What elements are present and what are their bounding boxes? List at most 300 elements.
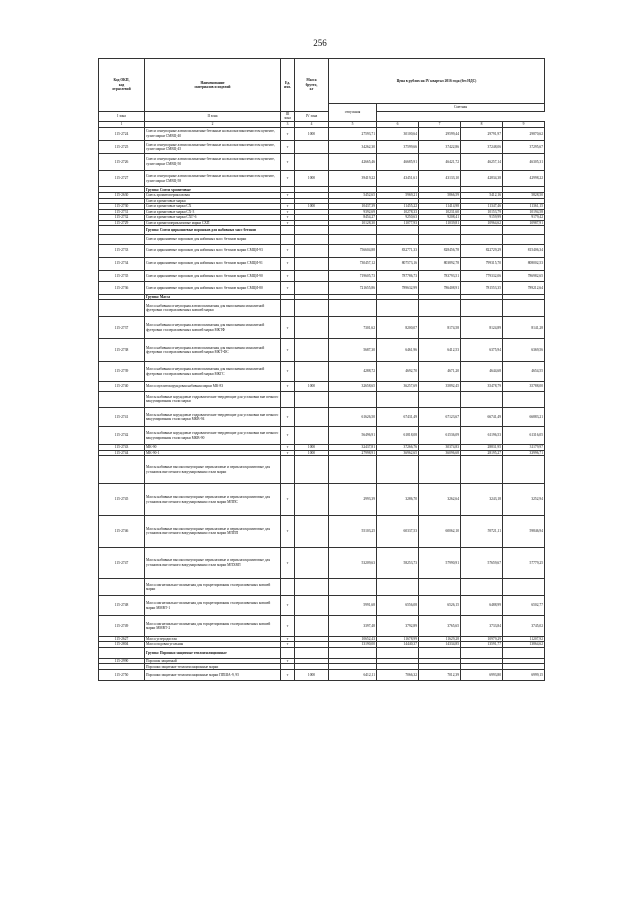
price-release-cell	[329, 300, 377, 317]
price-zone2-cell	[419, 579, 461, 596]
price-zone2-cell: 803892,78	[419, 257, 461, 270]
price-release-cell	[329, 391, 377, 408]
price-zone4-cell: 57779,25	[503, 547, 545, 579]
unit-cell: т	[281, 515, 295, 547]
name-cell: Масса набивная огнеупорная алюмосиликатная для выполнения монолитной футеровки сталеразливочных ковшей марки МКТ-ФС	[145, 339, 281, 361]
price-zone2-cell: 29599,44	[419, 127, 461, 140]
price-release-cell	[329, 456, 377, 484]
price-zone4-cell: 37295,67	[503, 140, 545, 153]
mass-cell	[295, 317, 329, 339]
price-zone1-cell: 4692,70	[377, 361, 419, 381]
table-row	[99, 270, 545, 281]
price-zone1-cell: 7066,32	[377, 670, 419, 681]
column-number: 5	[329, 121, 377, 127]
price-zone4-cell: 31179,97	[503, 445, 545, 450]
unit-cell: т	[281, 616, 295, 636]
price-zone3-cell: 10979,29	[461, 636, 503, 641]
price-zone2-cell	[419, 456, 461, 484]
unit-cell	[281, 579, 295, 596]
name-cell: Масса набивная огнеупорная алюмосиликатная для выполнения монолитной футеровки сталеразливочных ковшей марки МКГС	[145, 361, 281, 381]
group-empty-cell	[295, 226, 329, 235]
price-zone4-cell: 789212,64	[503, 281, 545, 294]
price-zone1-cell: 789632,99	[377, 281, 419, 294]
unit-cell: т	[281, 361, 295, 381]
code-cell: 115-2735	[99, 270, 145, 281]
unit-cell: т	[281, 140, 295, 153]
price-zone3-cell: 4644,68	[461, 361, 503, 381]
code-cell	[99, 300, 145, 317]
price-zone3-cell: 11347,46	[461, 204, 503, 209]
price-zone2-cell: 11629,28	[419, 636, 461, 641]
price-zone4-cell: 46305,31	[503, 154, 545, 171]
price-zone1-cell: 61818,08	[377, 426, 419, 445]
name-cell: Смеси циркониевые порошков для набивных масс бетонов марки	[145, 235, 281, 244]
price-zone2-cell: 6526,15	[419, 595, 461, 615]
price-release-cell: 9392,69	[329, 209, 377, 214]
price-zone2-cell: 43133,10	[419, 170, 461, 187]
table-row	[99, 281, 545, 294]
price-zone2-cell: 828456,78	[419, 244, 461, 257]
code-cell: 115-2627	[99, 636, 145, 641]
group-title: Группа: Смеси хромитовые	[145, 187, 281, 193]
group-title: Группа: Порошки защитные теплоизоляционные	[145, 647, 281, 658]
code-cell: 115-2732	[99, 215, 145, 220]
price-release-cell: 32437,81	[329, 445, 377, 450]
unit-cell: т	[281, 445, 295, 450]
price-release-cell: 56496,91	[329, 426, 377, 445]
price-zone2-cell: 783793,51	[419, 270, 461, 281]
price-zone4-cell: 786982,65	[503, 270, 545, 281]
price-zone3-cell: 35478,79	[461, 382, 503, 391]
price-release-cell: 6412,11	[329, 670, 377, 681]
price-zone2-cell: 786408,91	[419, 281, 461, 294]
price-zone1-cell: 9250,63	[377, 215, 419, 220]
price-zone4-cell: 35788,00	[503, 382, 545, 391]
mass-cell: 1000	[295, 204, 329, 209]
code-cell: 115-2748	[99, 595, 145, 615]
price-zone3-cell: 3733,84	[461, 616, 503, 636]
group-empty-cell	[461, 647, 503, 658]
price-release-cell	[329, 579, 377, 596]
mass-cell: 1000	[295, 127, 329, 140]
code-cell: 115-2727	[99, 170, 145, 187]
group-empty-cell	[503, 226, 545, 235]
price-release-cell: 39419,22	[329, 170, 377, 187]
name-cell: Массы набивные высокоогнеупорные периклазовые и периклазохромитовые для установок вне печного вакуумирования стали марки МПХВП	[145, 547, 281, 579]
price-zone4-cell: 6369,56	[503, 339, 545, 361]
price-zone1-cell	[377, 300, 419, 317]
code-cell: 115-2725	[99, 140, 145, 153]
code-cell: 115-2736	[99, 281, 145, 294]
price-zone3-cell: 28195,27	[461, 450, 503, 455]
unit-cell: т	[281, 215, 295, 220]
price-zone2-cell	[419, 391, 461, 408]
price-release-cell: 42665,46	[329, 154, 377, 171]
name-cell: Смеси циркониевые порошков для набивных масс бетонов марки СМЦИ-80	[145, 281, 281, 294]
name-cell: Смесь хромитопериклазовая	[145, 193, 281, 199]
price-zone2-cell: 3765,65	[419, 616, 461, 636]
column-number: 1	[99, 121, 145, 127]
price-release-cell: 721655,86	[329, 281, 377, 294]
group-code-cell	[99, 647, 145, 658]
name-cell: Порошки защитные теплоизоляционные марки ППША-9, 95	[145, 670, 281, 681]
unit-cell: т	[281, 317, 295, 339]
name-cell: Смеси огнеупорные алюмосиликатные бетонные на высокоглиноземистом цементе, сухие марки СМВЦ-58	[145, 170, 281, 187]
header-price-title: Цена в рублях на IV квартал 2016 года (без НДС)	[329, 59, 545, 104]
price-release-cell: 3397,48	[329, 616, 377, 636]
group-empty-cell	[377, 647, 419, 658]
code-cell: 115-2743	[99, 445, 145, 450]
mass-cell: 1000	[295, 382, 329, 391]
price-zone1-cell: 58253,73	[377, 547, 419, 579]
code-cell: 115-2745	[99, 484, 145, 516]
mass-cell	[295, 300, 329, 317]
price-zone3-cell: 10964,62	[461, 220, 503, 225]
mass-cell	[295, 235, 329, 244]
price-zone4-cell: 815406,34	[503, 244, 545, 257]
price-zone3-cell	[461, 235, 503, 244]
price-zone2-cell: 8174,58	[419, 317, 461, 339]
header-name: Наименование материалов и изделий	[145, 59, 281, 112]
table-row	[99, 547, 545, 579]
name-cell: МК-90-1	[145, 450, 281, 455]
price-zone2-cell: 60062,10	[419, 515, 461, 547]
code-cell: 115-2744	[99, 450, 145, 455]
code-cell: 115-2747	[99, 547, 145, 579]
price-zone4-cell: 6502,77	[503, 595, 545, 615]
price-release-cell: 4288,72	[329, 361, 377, 381]
table-row	[99, 257, 545, 270]
price-zone1-cell: 37599,66	[377, 140, 419, 153]
price-zone4-cell: 61316,05	[503, 426, 545, 445]
price-zone4-cell: 5828,50	[503, 193, 545, 199]
price-zone3-cell: 8124,89	[461, 317, 503, 339]
price-zone3-cell: 37248,06	[461, 140, 503, 153]
price-zone2-cell: 61536,09	[419, 426, 461, 445]
name-cell: Масса магнезиально-силикатная для торкретирования сталеразливочных ковшей марки ММВТ-2	[145, 616, 281, 636]
price-zone4-cell: 3745,02	[503, 616, 545, 636]
code-cell: 115-2730	[99, 204, 145, 209]
mass-cell	[295, 244, 329, 257]
price-zone1-cell: 807573,16	[377, 257, 419, 270]
name-cell: Смеси хромитовые марки СХ-3	[145, 209, 281, 214]
price-zone1-cell: 3792,89	[377, 616, 419, 636]
code-cell: 115-2726	[99, 154, 145, 171]
price-release-cell: 5452,65	[329, 193, 377, 199]
page-number: 256	[313, 38, 327, 48]
code-cell: 115-2742	[99, 426, 145, 445]
mass-cell	[295, 426, 329, 445]
price-release-cell: 34262,30	[329, 140, 377, 153]
price-release-cell: 53209,63	[329, 547, 377, 579]
code-cell: 115-2737	[99, 317, 145, 339]
unit-cell	[281, 235, 295, 244]
name-cell: МК-90	[145, 445, 281, 450]
code-cell: 115-2746	[99, 515, 145, 547]
mass-cell	[295, 408, 329, 427]
price-zone3-cell: 61196,53	[461, 426, 503, 445]
table-row	[99, 408, 545, 427]
code-cell	[99, 579, 145, 596]
price-zone2-cell	[419, 235, 461, 244]
code-cell	[99, 235, 145, 244]
table-row	[99, 235, 545, 244]
mass-cell	[295, 257, 329, 270]
table-row	[99, 127, 545, 140]
price-release-cell: 55103,25	[329, 515, 377, 547]
mass-cell	[295, 361, 329, 381]
code-cell: 115-2731	[99, 209, 145, 214]
name-cell: Смеси циркониевые порошков для набивных масс бетонов марки СМЦИ-93	[145, 244, 281, 257]
name-cell: Масса углеродистая	[145, 636, 281, 641]
price-zone4-cell: 9179,42	[503, 215, 545, 220]
name-cell: Смеси огнеупорные алюмосиликатные бетонные на высокоглиноземистом цементе, сухие марки СМВЦ-40	[145, 127, 281, 140]
price-zone4-cell: 10987,91	[503, 220, 545, 225]
price-zone3-cell	[461, 391, 503, 408]
unit-cell: т	[281, 670, 295, 681]
price-release-cell: 13190,00	[329, 642, 377, 647]
price-zone4-cell: 808002,53	[503, 257, 545, 270]
price-zone3-cell	[461, 456, 503, 484]
table-row	[99, 456, 545, 484]
table-row	[99, 515, 545, 547]
unit-cell: т	[281, 658, 295, 664]
price-zone2-cell: 37422,86	[419, 140, 461, 153]
mass-cell	[295, 547, 329, 579]
price-zone4-cell: 4654,55	[503, 361, 545, 381]
price-zone1-cell: 6556,08	[377, 595, 419, 615]
mass-cell	[295, 484, 329, 516]
price-zone1-cell	[377, 391, 419, 408]
header-estimate: Сметная	[377, 104, 545, 112]
price-zone2-cell: 67123,67	[419, 408, 461, 427]
price-zone4-cell: 13864,62	[503, 642, 545, 647]
name-cell: Массы набивные корундовые гидравлические твердеющие для установки вне печного вакуумирования стали марки МКВ-94	[145, 408, 281, 427]
code-cell: 115-2734	[99, 257, 145, 270]
code-cell: 115-2739	[99, 361, 145, 381]
unit-cell: т	[281, 220, 295, 225]
name-cell: Порошки защитные теплоизоляционные марки	[145, 664, 281, 670]
price-zone1-cell: 832771,33	[377, 244, 419, 257]
price-zone1-cell: 60337,53	[377, 515, 419, 547]
table-row	[99, 339, 545, 361]
price-release-cell: 10437,39	[329, 204, 377, 209]
mass-cell	[295, 154, 329, 171]
code-cell: 115-2990	[99, 658, 145, 664]
price-zone1-cell: 787786,73	[377, 270, 419, 281]
price-release-cell: 5687,30	[329, 339, 377, 361]
price-zone2-cell: 9208,41	[419, 215, 461, 220]
table-row	[99, 154, 545, 171]
price-release-cell: 8454,27	[329, 215, 377, 220]
group-empty-cell	[461, 226, 503, 235]
name-cell: Масса набивная огнеупорная алюмосиликатная для выполнения монолитной футеровки сталеразливочных ковшей марки	[145, 300, 281, 317]
price-zone3-cell	[461, 300, 503, 317]
price-zone1-cell: 10278,33	[377, 209, 419, 214]
price-release-cell: 32658,65	[329, 382, 377, 391]
unit-cell: т	[281, 636, 295, 641]
price-zone3-cell: 57659,67	[461, 547, 503, 579]
price-zone2-cell: 46421,72	[419, 154, 461, 171]
price-zone4-cell: 29870,62	[503, 127, 545, 140]
price-zone3-cell: 46257,14	[461, 154, 503, 171]
price-zone1-cell: 36962,65	[377, 450, 419, 455]
price-zone4-cell	[503, 391, 545, 408]
name-cell: Смеси хромитовые марки СХГ-6	[145, 215, 281, 220]
header-release: отпускная	[329, 104, 377, 122]
code-cell: 115-2724	[99, 127, 145, 140]
price-release-cell: 719605,73	[329, 270, 377, 281]
mass-cell	[295, 281, 329, 294]
price-zone3-cell: 779332,06	[461, 270, 503, 281]
table-row	[99, 484, 545, 516]
price-zone2-cell: 4671,20	[419, 361, 461, 381]
price-zone4-cell	[503, 300, 545, 317]
price-zone2-cell: 10231,60	[419, 209, 461, 214]
price-zone1-cell: 3286,70	[377, 484, 419, 516]
table-row	[99, 300, 545, 317]
price-zone3-cell: 822729,29	[461, 244, 503, 257]
price-zone2-cell: 14334,85	[419, 642, 461, 647]
price-zone4-cell: 11361,15	[503, 204, 545, 209]
name-cell: Смеси хромитовые марки СХ	[145, 204, 281, 209]
price-release-cell: 10128,30	[329, 220, 377, 225]
column-number: 7	[419, 121, 461, 127]
price-release-cell: 2993,39	[329, 484, 377, 516]
unit-cell: т	[281, 170, 295, 187]
price-zone3-cell: 10153,79	[461, 209, 503, 214]
mass-cell	[295, 270, 329, 281]
price-zone1-cell	[377, 579, 419, 596]
price-zone4-cell	[503, 456, 545, 484]
price-zone2-cell: 3262,64	[419, 484, 461, 516]
unit-cell: т	[281, 209, 295, 214]
unit-cell: т	[281, 270, 295, 281]
price-zone2-cell: 57990,91	[419, 547, 461, 579]
unit-cell: т	[281, 408, 295, 427]
code-cell: 115-2741	[99, 408, 145, 427]
price-zone1-cell: 14440,37	[377, 642, 419, 647]
price-zone4-cell: 42998,22	[503, 170, 545, 187]
code-cell: 115-2729	[99, 220, 145, 225]
price-zone3-cell: 42834,38	[461, 170, 503, 187]
unit-cell: т	[281, 595, 295, 615]
code-cell: 115-2749	[99, 616, 145, 636]
price-zone1-cell: 8200,07	[377, 317, 419, 339]
name-cell: Порошок защитный	[145, 658, 281, 664]
table-row	[99, 579, 545, 596]
price-zone2-cell: 11414,98	[419, 204, 461, 209]
price-zone2-cell: 36096,68	[419, 450, 461, 455]
code-cell: 115-2804	[99, 642, 145, 647]
price-table	[98, 58, 545, 681]
price-zone2-cell: 30374,83	[419, 445, 461, 450]
table-row	[99, 391, 545, 408]
name-cell: Масса набивная огнеупорная алюмосиликатная для выполнения монолитной футеровки сталеразливочных ковшей марки МКТФ	[145, 317, 281, 339]
header-zone: III зона	[281, 112, 295, 122]
price-zone3-cell: 29791,97	[461, 127, 503, 140]
price-zone4-cell: 6999,15	[503, 670, 545, 681]
price-zone2-cell: 5866,59	[419, 193, 461, 199]
price-zone3-cell	[461, 579, 503, 596]
group-title: Группа: Масса	[145, 294, 281, 300]
group-empty-cell	[503, 647, 545, 658]
price-release-cell: 730457,12	[329, 257, 377, 270]
price-zone2-cell: 7012,39	[419, 670, 461, 681]
name-cell: Смеси хромитовые марки	[145, 198, 281, 203]
mass-cell: 1000	[295, 170, 329, 187]
table-row	[99, 382, 545, 391]
mass-cell	[295, 595, 329, 615]
column-number: 2	[145, 121, 281, 127]
price-release-cell: 5991,68	[329, 595, 377, 615]
price-release-cell: 7301,62	[329, 317, 377, 339]
price-zone1-cell: 67431,49	[377, 408, 419, 427]
name-cell: Массы набивные высокоогнеупорные периклазовые и периклазохромитовые для установок вне печного вакуумирования стали марки	[145, 456, 281, 484]
price-zone1-cell: 36257,69	[377, 382, 419, 391]
header-zone: IV зона	[295, 112, 329, 122]
column-number: 8	[461, 121, 503, 127]
price-zone3-cell: 781553,35	[461, 281, 503, 294]
table-row	[99, 244, 545, 257]
table-row	[99, 361, 545, 381]
price-zone1-cell: 11455,22	[377, 204, 419, 209]
unit-cell	[281, 391, 295, 408]
price-zone3-cell: 6993,80	[461, 670, 503, 681]
table-row	[99, 170, 545, 187]
group-empty-cell	[329, 647, 377, 658]
price-zone1-cell: 11678,99	[377, 636, 419, 641]
name-cell: Массы набивные корундовые гидравлические твердеющие для установки вне печного вакуумирования стали марки	[145, 391, 281, 408]
column-number: 6	[377, 121, 419, 127]
name-cell: Масса магнезиально-силикатная для торкретирования сталеразливочных ковшей марки ММВТ-1	[145, 595, 281, 615]
price-zone4-cell	[503, 235, 545, 244]
name-cell: Смеси огнеупорные алюмосиликатные бетонные на высокоглиноземистом цементе, сухие марки СМВЦ-45	[145, 140, 281, 153]
price-zone3-cell: 66741,49	[461, 408, 503, 427]
name-cell: Смеси хромитопериклазовые марки СХП	[145, 220, 281, 225]
price-zone1-cell: 43451,61	[377, 170, 419, 187]
header-zone: II зона	[145, 112, 281, 122]
name-cell: Масса подовая угольная	[145, 642, 281, 647]
unit-cell: т	[281, 484, 295, 516]
unit-cell: т	[281, 382, 295, 391]
price-zone4-cell: 11207,92	[503, 636, 545, 641]
price-zone4-cell: 59846,94	[503, 515, 545, 547]
group-row	[99, 226, 545, 235]
name-cell: Массы набивные корундовые гидравлические твердеющие для установки вне печного вакуумирования стали марки МКВ-90	[145, 426, 281, 445]
price-release-cell: 27593,71	[329, 127, 377, 140]
table-row	[99, 140, 545, 153]
group-empty-cell	[419, 226, 461, 235]
price-zone4-cell	[503, 579, 545, 596]
price-zone3-cell: 59721,11	[461, 515, 503, 547]
name-cell: Масса магнезиально-силикатная для торкретирования сталеразливочных ковшей марки	[145, 579, 281, 596]
price-zone1-cell	[377, 456, 419, 484]
mass-cell	[295, 140, 329, 153]
price-zone3-cell: 6488,99	[461, 595, 503, 615]
unit-cell: т	[281, 127, 295, 140]
unit-cell: т	[281, 257, 295, 270]
price-zone2-cell: 11039,81	[419, 220, 461, 225]
price-zone3-cell: 13591,77	[461, 642, 503, 647]
price-zone1-cell: 11077,93	[377, 220, 419, 225]
price-release-cell	[329, 235, 377, 244]
table-row	[99, 616, 545, 636]
group-empty-cell	[281, 226, 295, 235]
price-zone3-cell: 5412,16	[461, 193, 503, 199]
group-row	[99, 647, 545, 658]
price-zone3-cell: 3243,18	[461, 484, 503, 516]
